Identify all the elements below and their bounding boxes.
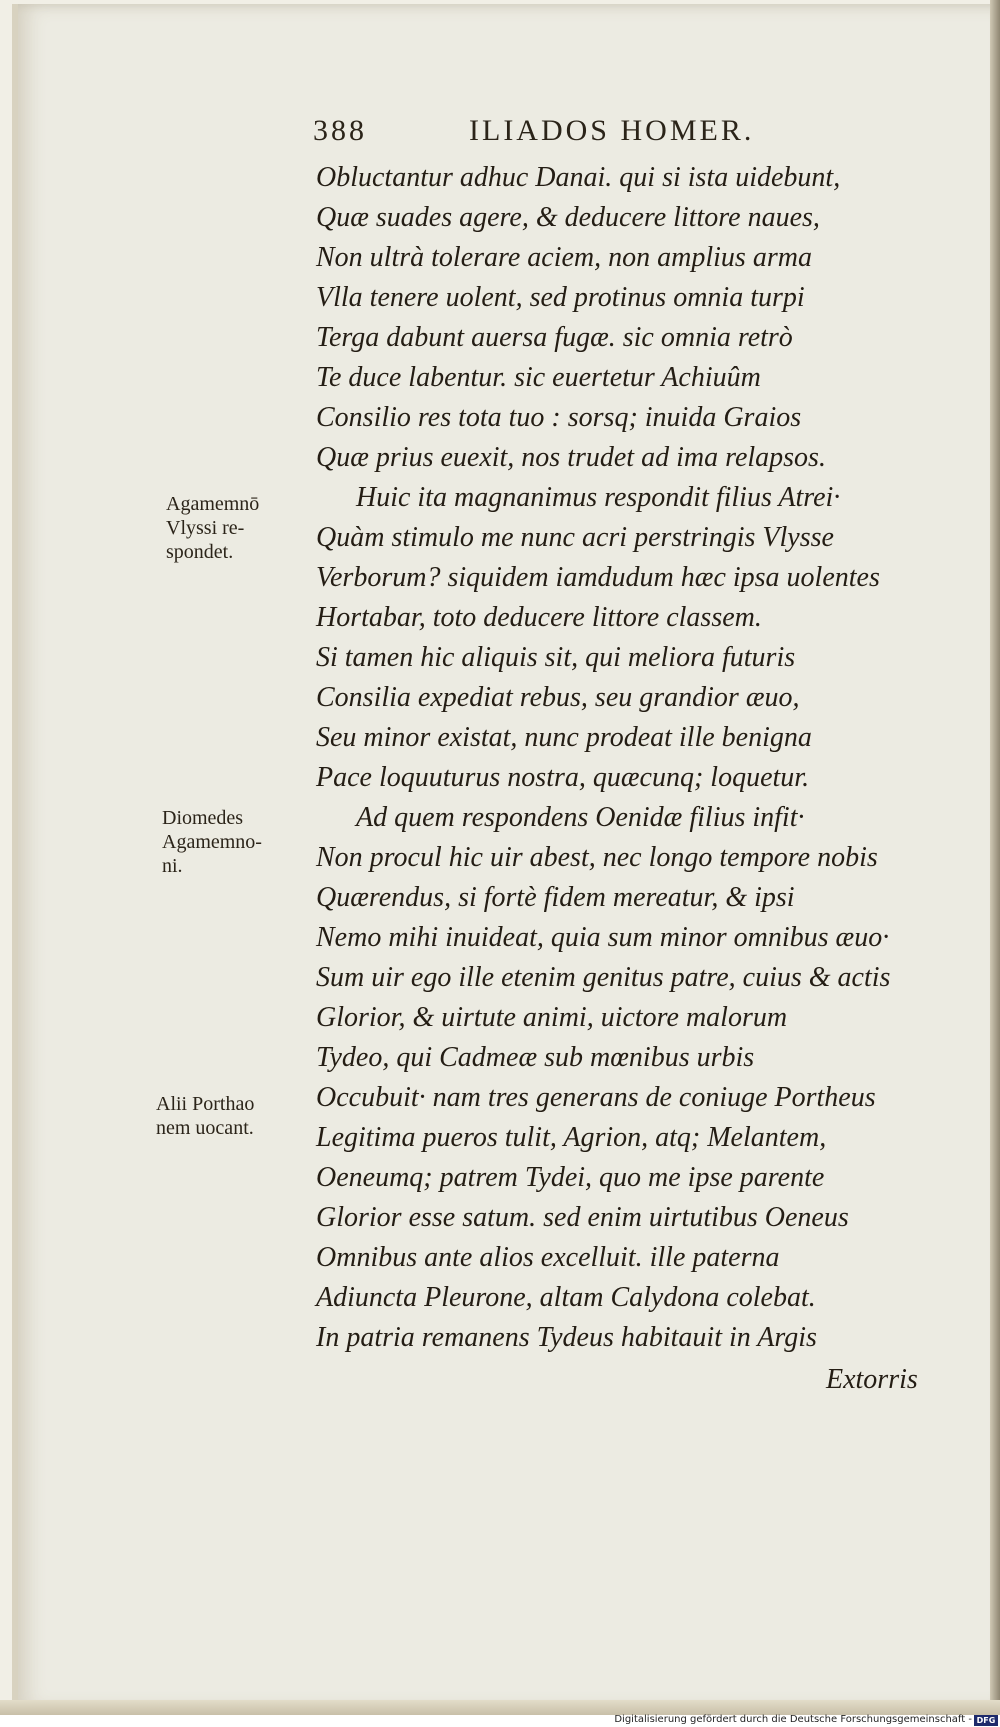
marginal-note-line: Agamemnō xyxy=(166,493,260,515)
dfg-logo: DFG xyxy=(974,1715,998,1726)
marginal-note-line: Alii Porthao xyxy=(156,1093,255,1115)
verse-line: Oeneumq; patrem Tydei, quo me ipse parente xyxy=(316,1162,825,1193)
verse-line: Consilia expediat rebus, seu grandior æuo, xyxy=(316,682,800,713)
verse-line: Glorior esse satum. sed enim uirtutibus Oeneus xyxy=(316,1202,849,1233)
marginal-note-agamemnon xyxy=(166,492,259,564)
verse-line: Tydeo, qui Cadmeæ sub mœnibus urbis xyxy=(316,1042,755,1073)
verse-line: Consilio res tota tuo : sorsq; inuida Graios xyxy=(316,402,802,433)
verse-line: Verborum? siquidem iamdudum hæc ipsa uolentes xyxy=(316,562,880,593)
verse-line: Terga dabunt auersa fugæ. sic omnia retrò xyxy=(316,322,793,353)
verse-line: Quæ prius euexit, nos trudet ad ima relapsos. xyxy=(316,442,826,473)
verse-line: Ad quem respondens Oenidæ filius infit· xyxy=(356,802,805,833)
marginal-note-line: Agamemno- xyxy=(162,831,262,853)
catchword: Extorris xyxy=(826,1364,918,1395)
marginal-note-line: spondet. xyxy=(166,541,234,563)
verse-line: Vlla tenere uolent, sed protinus omnia turpi xyxy=(316,282,805,313)
verse-line: Hortabar, toto deducere littore classem. xyxy=(316,602,762,633)
marginal-note-line: Diomedes xyxy=(162,807,244,829)
marginal-note-diomedes xyxy=(162,806,262,878)
verse-line: Seu minor existat, nunc prodeat ille benigna xyxy=(316,722,812,753)
verse-line: Legitima pueros tulit, Agrion, atq; Melantem, xyxy=(316,1122,827,1153)
verse-line: In patria remanens Tydeus habitauit in Argis xyxy=(316,1322,817,1353)
running-title: ILIADOS HOMER. xyxy=(469,114,755,147)
verse-line: Omnibus ante alios excelluit. ille paterna xyxy=(316,1242,780,1273)
marginal-note-line: nem uocant. xyxy=(156,1117,254,1139)
verse-line: Occubuit· nam tres generans de coniuge Portheus xyxy=(316,1082,876,1113)
marginal-note-line: ni. xyxy=(162,855,183,877)
verse-line: Quàm stimulo me nunc acri perstringis Vlysse xyxy=(316,522,834,553)
verse-line: Adiuncta Pleurone, altam Calydona colebat. xyxy=(316,1282,816,1313)
verse-line: Quærendus, si fortè fidem mereatur, & ipsi xyxy=(316,882,795,913)
verse-line: Si tamen hic aliquis sit, qui meliora futuris xyxy=(316,642,796,673)
page-number: 388 xyxy=(313,114,367,147)
verse-line: Non procul hic uir abest, nec longo tempore nobis xyxy=(316,842,878,873)
verse-line: Pace loquuturus nostra, quæcunq; loquetur. xyxy=(316,762,810,793)
verse-line: Huic ita magnanimus respondit filius Atrei· xyxy=(356,482,841,513)
verse-line: Quæ suades agere, & deducere littore naues, xyxy=(316,202,820,233)
verse-line: Nemo mihi inuideat, quia sum minor omnibus æuo· xyxy=(316,922,890,953)
verse-line: Non ultrà tolerare aciem, non amplius arma xyxy=(316,242,812,273)
marginal-note-line: Vlyssi re- xyxy=(166,517,245,539)
footer-credit: Digitalisierung gefördert durch die Deutsche Forschungsgemeinschaft - xyxy=(614,1714,972,1725)
verse-line: Sum uir ego ille etenim genitus patre, cuius & actis xyxy=(316,962,891,993)
verse-line: Te duce labentur. sic euertetur Achiuûm xyxy=(316,362,761,393)
digitization-footer xyxy=(0,1715,1000,1727)
marginal-note-porthaon xyxy=(156,1092,254,1140)
verse-line: Obluctantur adhuc Danai. qui si ista uidebunt, xyxy=(316,162,841,193)
verse-line: Glorior, & uirtute animi, uictore malorum xyxy=(316,1002,788,1033)
